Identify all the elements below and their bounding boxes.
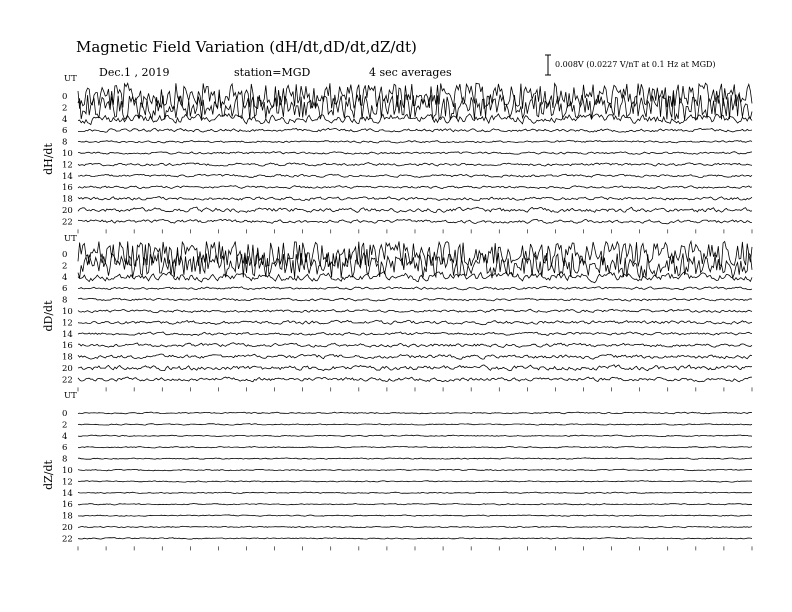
trace-row-4 (78, 271, 752, 282)
trace-row-4 (78, 435, 752, 437)
averaging-label: 4 sec averages (369, 66, 452, 79)
row-label: 2 (62, 103, 68, 114)
trace-row-14 (78, 332, 752, 336)
panel-ylabel-dHdt: dH/dt (42, 143, 55, 175)
trace-row-22 (78, 538, 752, 539)
row-label: 0 (62, 409, 68, 419)
row-label: 18 (62, 194, 73, 205)
trace-row-14 (78, 174, 752, 177)
panel-ylabel-dDdt: dD/dt (42, 300, 55, 332)
row-label: 2 (62, 420, 68, 431)
scale-label: 0.008V (0.0227 V/nT at 0.1 Hz at MGD) (555, 60, 716, 69)
row-label: 6 (62, 126, 68, 137)
row-label: 20 (62, 523, 73, 533)
row-label: 22 (62, 534, 73, 545)
trace-row-22 (78, 377, 752, 382)
row-label: 10 (62, 466, 73, 476)
row-label: 6 (62, 284, 68, 295)
row-label: 22 (62, 375, 73, 386)
row-label: 4 (62, 272, 68, 283)
trace-row-20 (78, 207, 752, 213)
ut-label: UT (64, 74, 77, 84)
row-label: 12 (62, 318, 73, 329)
chart-title: Magnetic Field Variation (dH/dt,dD/dt,dZ/dt) (76, 38, 417, 56)
trace-row-6 (78, 286, 752, 290)
trace-row-16 (78, 186, 752, 189)
row-label: 16 (62, 183, 73, 194)
row-label: 4 (62, 114, 68, 125)
trace-row-20 (78, 526, 752, 527)
row-label: 8 (62, 295, 68, 306)
chart-date: Dec.1 , 2019 (99, 66, 170, 79)
row-label: 14 (62, 171, 73, 182)
trace-row-6 (78, 128, 752, 132)
trace-row-12 (78, 320, 752, 324)
row-label: 8 (62, 137, 68, 148)
row-label: 16 (62, 500, 73, 511)
row-label: 12 (62, 160, 73, 171)
trace-row-22 (78, 219, 752, 224)
row-label: 0 (62, 250, 68, 260)
row-label: 12 (62, 477, 73, 488)
trace-row-6 (78, 447, 752, 449)
ut-label: UT (64, 234, 77, 244)
trace-row-16 (78, 504, 752, 506)
trace-row-12 (78, 163, 752, 167)
row-label: 14 (62, 488, 73, 499)
row-label: 14 (62, 329, 73, 340)
row-label: 8 (62, 454, 68, 465)
row-label: 20 (62, 364, 73, 374)
row-label: 10 (62, 149, 73, 159)
row-label: 22 (62, 217, 73, 228)
row-label: 18 (62, 352, 73, 363)
trace-row-10 (78, 152, 752, 155)
ut-label: UT (64, 391, 77, 401)
trace-row-18 (78, 197, 752, 201)
row-label: 4 (62, 431, 68, 442)
row-label: 20 (62, 206, 73, 216)
trace-row-8 (78, 298, 752, 301)
row-label: 18 (62, 511, 73, 522)
row-label: 16 (62, 341, 73, 352)
trace-row-10 (78, 309, 752, 313)
trace-row-14 (78, 492, 752, 493)
row-label: 10 (62, 307, 73, 317)
trace-row-12 (78, 481, 752, 482)
row-label: 2 (62, 261, 68, 272)
trace-row-8 (78, 140, 752, 143)
trace-row-20 (78, 365, 752, 371)
row-label: 6 (62, 443, 68, 454)
station-label: station=MGD (234, 66, 311, 79)
trace-row-8 (78, 458, 752, 460)
trace-row-10 (78, 469, 752, 471)
trace-row-2 (78, 424, 752, 425)
trace-row-18 (78, 515, 752, 516)
trace-row-18 (78, 354, 752, 359)
trace-row-16 (78, 343, 752, 348)
trace-row-0 (78, 412, 752, 414)
panel-ylabel-dZdt: dZ/dt (42, 460, 55, 490)
row-label: 0 (62, 92, 68, 102)
